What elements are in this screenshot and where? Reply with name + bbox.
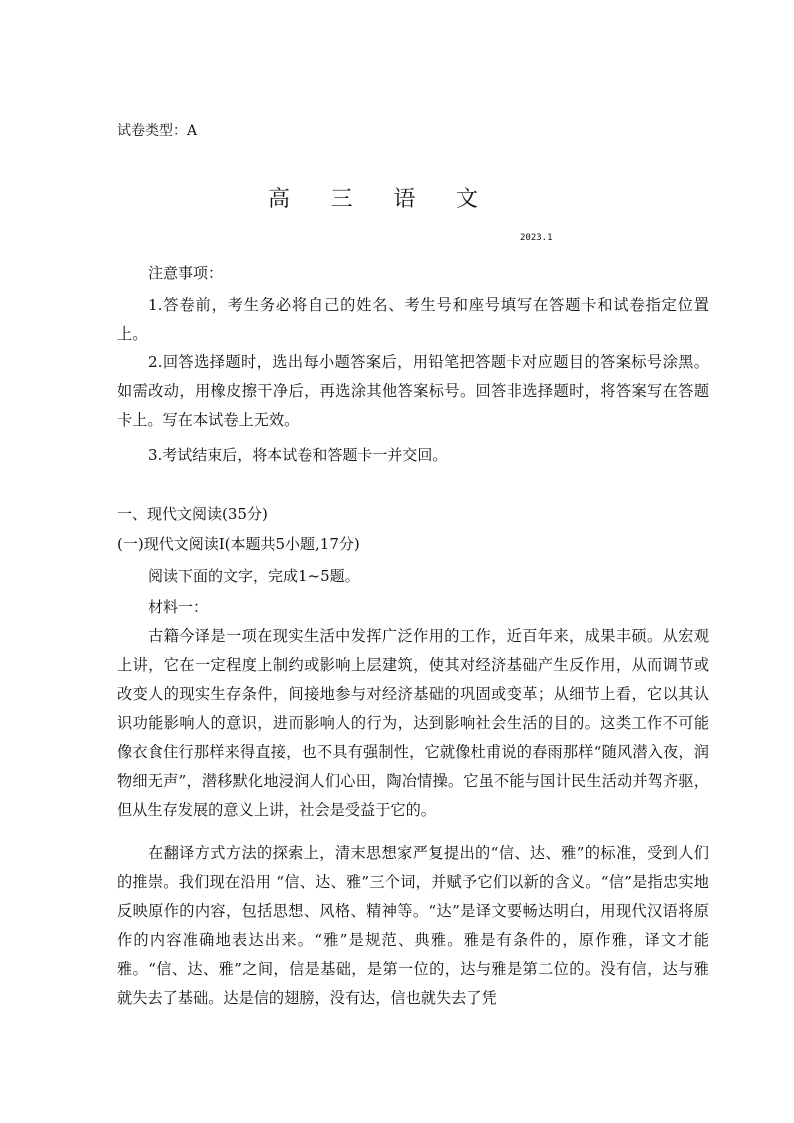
exam-date: 2023.1 [520,233,553,243]
title-char: 语 [393,187,416,212]
notice-heading: 注意事项： [148,264,224,282]
reading-instruction: 阅读下面的文字，完成1~5题。 [148,567,360,585]
title-char: 高 [268,187,291,212]
material-label: 材料一： [148,598,209,616]
subsection-heading: (一)现代文阅读Ⅰ(本题共5小题,17分) [117,535,360,553]
notice-item: 2.回答选择题时，选出每小题答案后，用铅笔把答题卡对应题目的答案标号涂黑。如需改动，用橡皮擦干净后，再选涂其他答案标号。回答非选择题时，将答案写在答题卡上。写在本试卷上无效。 [117,353,709,429]
section-heading: 一、现代文阅读(35分) [117,505,268,523]
page-title [268,182,478,213]
notice-item: 3.考试结束后，将本试卷和答题卡一并交回。 [148,446,448,464]
title-char: 文 [455,187,478,212]
material-paragraph: 古籍今译是一项在现实生活中发挥广泛作用的工作，近百年来，成果丰硕。从宏观上讲，它在一定程度上制约或影响上层建筑，使其对经济基础产生反作用，从而调节或改变人的现实生存条件，间接地参与对经济基础的巩固或变革；从细节上看，它以其认识功能影响人的意识，进而影响人的行为，达到影响社会生活的目的。这类工作不可能像衣食住行那样来得直接，也不具有强制性，它就像杜甫说的春雨那样“随风潜入夜，润物细无声”，潜移默化地浸润人们心田，陶冶情操。它虽不能与国计民生活动并驾齐驱，但从生存发展的意义上讲，社会是受益于它的。 [117,627,709,819]
title-char: 三 [330,187,353,212]
notice-item: 1.答卷前，考生务必将自己的姓名、考生号和座号填写在答题卡和试卷指定位置上。 [117,296,709,343]
exam-type-label: 试卷类型：A [117,123,198,139]
material-paragraph: 在翻译方式方法的探索上，清末思想家严复提出的“信、达、雅”的标准，受到人们的推崇。我们现在沿用 “信、达、雅”三个词，并赋予它们以新的含义。“信”是指忠实地反映原作的内容，包括思想、风格、精神等。“达”是译文要畅达明白，用现代汉语将原作的内容准确地表达出来。“雅”是规范、典雅。雅是有条件的，原作雅，译文才能雅。“信、达、雅”之间，信是基础，是第一位的，达与雅是第二位的。没有信，达与雅就失去了基础。达是信的翅膀，没有达，信也就失去了凭 [117,844,709,1007]
